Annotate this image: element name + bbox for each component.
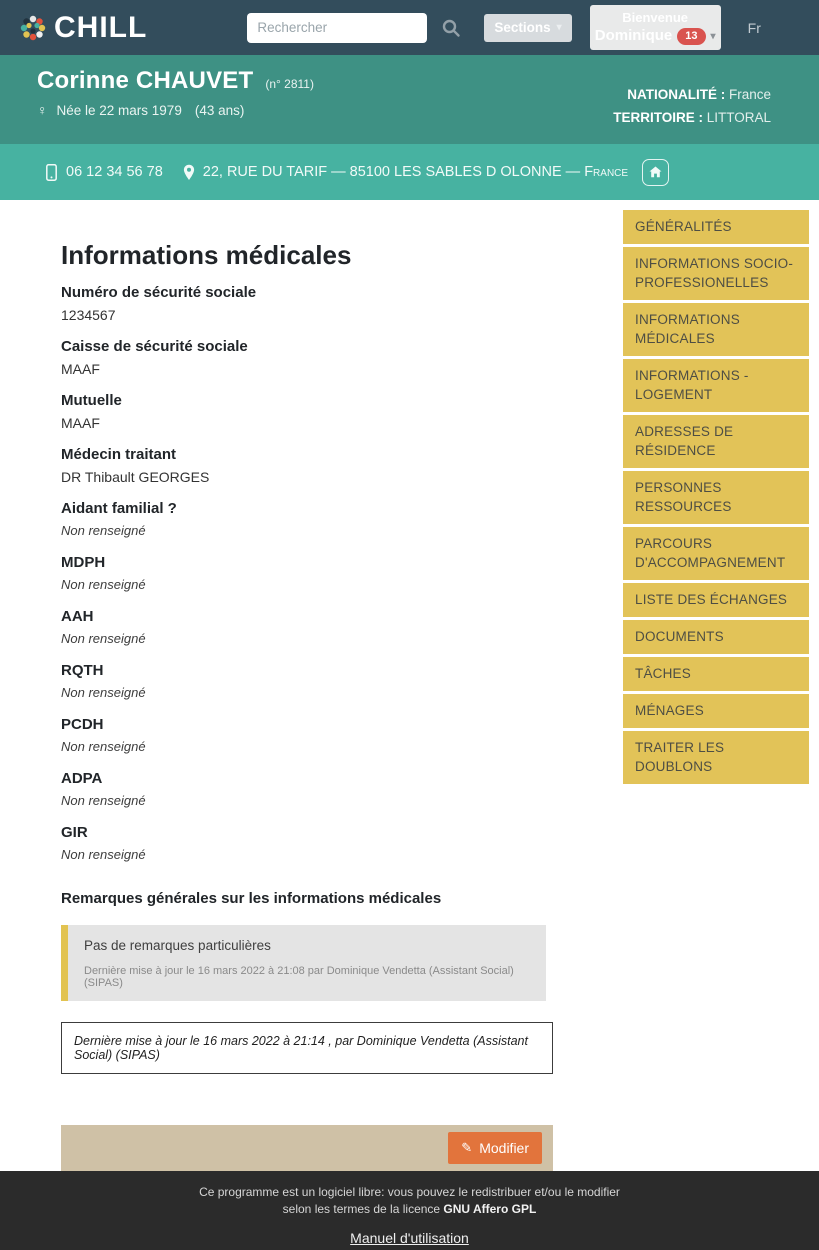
sidebar-item-informations-socio-professionelles[interactable]: INFORMATIONS SOCIO-PROFESSIONELLES bbox=[623, 247, 809, 300]
field-group bbox=[61, 715, 553, 757]
modify-label: Modifier bbox=[479, 1140, 529, 1156]
field-value: MAAF bbox=[61, 415, 100, 431]
sections-label: Sections bbox=[494, 20, 551, 35]
field-label: Aidant familial ? bbox=[61, 500, 177, 517]
pencil-icon: ✎ bbox=[461, 1140, 473, 1155]
territory-label: TERRITOIRE : bbox=[613, 110, 703, 125]
field-label: ADPA bbox=[61, 770, 103, 787]
brand-name: CHILL bbox=[54, 10, 148, 44]
person-name: Corinne CHAUVET bbox=[37, 67, 254, 94]
field-value: Non renseigné bbox=[61, 523, 146, 538]
remarks-heading: Remarques générales sur les informations médicales bbox=[61, 890, 442, 907]
sidebar-item-liste-des-changes[interactable]: LISTE DES ÉCHANGES bbox=[623, 583, 809, 617]
person-meta bbox=[613, 83, 771, 144]
field-value: Non renseigné bbox=[61, 631, 146, 646]
person-sidebar-menu bbox=[623, 210, 809, 787]
search-input[interactable] bbox=[247, 13, 427, 43]
field-value: 1234567 bbox=[61, 307, 116, 323]
sidebar-item-informations-m-dicales[interactable]: INFORMATIONS MÉDICALES bbox=[623, 303, 809, 356]
sidebar-item-documents[interactable]: DOCUMENTS bbox=[623, 620, 809, 654]
household-button[interactable] bbox=[642, 159, 669, 186]
sidebar-item-g-n-ralit-s[interactable]: GÉNÉRALITÉS bbox=[623, 210, 809, 244]
field-label: MDPH bbox=[61, 554, 106, 571]
remark-card bbox=[61, 925, 546, 1001]
female-icon: ♀ bbox=[37, 102, 48, 118]
field-value: Non renseigné bbox=[61, 577, 146, 592]
page-title: Informations médicales bbox=[61, 240, 352, 270]
field-value: DR Thibault GEORGES bbox=[61, 469, 210, 485]
notification-badge: 13 bbox=[677, 28, 705, 45]
field-group bbox=[61, 661, 553, 703]
field-group bbox=[61, 499, 553, 541]
chill-logo[interactable] bbox=[16, 11, 147, 45]
sidebar-item-traiter-les-doublons[interactable]: TRAITER LES DOUBLONS bbox=[623, 731, 809, 784]
field-label: AAH bbox=[61, 608, 94, 625]
territory-value: LITTORAL bbox=[702, 110, 771, 125]
sidebar-item-t-ches[interactable]: TÂCHES bbox=[623, 657, 809, 691]
license-name: GNU Affero GPL bbox=[443, 1202, 537, 1216]
field-label: Caisse de sécurité sociale bbox=[61, 338, 248, 355]
sidebar-item-m-nages[interactable]: MÉNAGES bbox=[623, 694, 809, 728]
action-bar bbox=[61, 1125, 553, 1171]
contact-bar bbox=[0, 144, 819, 200]
field-group bbox=[61, 337, 553, 379]
sidebar-item-adresses-de-r-sidence[interactable]: ADRESSES DE RÉSIDENCE bbox=[623, 415, 809, 468]
chill-flower-icon bbox=[16, 11, 50, 45]
field-label: GIR bbox=[61, 824, 88, 841]
nationality-value: France bbox=[725, 87, 771, 102]
remark-text: Pas de remarques particulières bbox=[84, 938, 271, 953]
user-greeting: Bienvenue bbox=[622, 9, 689, 25]
field-group bbox=[61, 445, 553, 487]
fields-list bbox=[61, 283, 553, 865]
user-name: Dominique bbox=[594, 27, 673, 45]
field-value: MAAF bbox=[61, 361, 100, 377]
person-identity bbox=[37, 67, 314, 144]
person-id: (n° 2811) bbox=[265, 77, 314, 91]
search-icon[interactable] bbox=[440, 17, 462, 39]
field-group bbox=[61, 283, 553, 325]
sidebar-item-informations-logement[interactable]: INFORMATIONS - LOGEMENT bbox=[623, 359, 809, 412]
field-label: Mutuelle bbox=[61, 392, 122, 409]
user-menu-button[interactable] bbox=[590, 5, 721, 51]
nationality-label: NATIONALITÉ : bbox=[627, 87, 726, 102]
last-update-box: Dernière mise à jour le 16 mars 2022 à 21:14 , par Dominique Vendetta (Assistant Social) (SIPAS) bbox=[61, 1022, 553, 1074]
medical-info-panel bbox=[61, 240, 553, 1171]
license-text: selon les termes de la licence bbox=[282, 1202, 444, 1216]
top-navbar bbox=[0, 0, 819, 55]
field-group bbox=[61, 391, 553, 433]
person-header bbox=[0, 55, 819, 144]
field-value: Non renseigné bbox=[61, 847, 146, 862]
remark-updated-timestamp: Dernière mise à jour le 16 mars 2022 à 21:08 par Dominique Vendetta (Assistant Social) (SIPAS) bbox=[84, 965, 514, 989]
birth-date: Née le 22 mars 1979 bbox=[56, 102, 182, 118]
field-group bbox=[61, 769, 553, 811]
field-label: Médecin traitant bbox=[61, 446, 177, 463]
field-value: Non renseigné bbox=[61, 739, 146, 754]
field-group bbox=[61, 823, 553, 865]
license-line-2 bbox=[0, 1201, 819, 1218]
footer bbox=[0, 1171, 819, 1250]
address-street: 22, RUE DU TARIF — 85100 LES SABLES D OLONNE — bbox=[202, 164, 585, 180]
phone-number: 06 12 34 56 78 bbox=[66, 164, 163, 180]
sections-menu-button[interactable] bbox=[484, 14, 571, 42]
modify-button[interactable] bbox=[448, 1132, 542, 1164]
search-area bbox=[247, 13, 462, 43]
field-group bbox=[61, 607, 553, 649]
field-value: Non renseigné bbox=[61, 793, 146, 808]
chevron-down-icon: ▾ bbox=[556, 22, 562, 33]
house-icon bbox=[649, 166, 662, 178]
field-label: RQTH bbox=[61, 662, 104, 679]
field-value: Non renseigné bbox=[61, 685, 146, 700]
content-area bbox=[0, 200, 819, 1171]
location-pin-icon bbox=[183, 164, 195, 181]
address-country: France bbox=[584, 164, 629, 180]
chevron-down-icon: ▾ bbox=[710, 30, 716, 42]
field-group bbox=[61, 553, 553, 595]
manual-link[interactable]: Manuel d'utilisation bbox=[350, 1230, 469, 1246]
field-label: Numéro de sécurité sociale bbox=[61, 284, 257, 301]
field-label: PCDH bbox=[61, 716, 104, 733]
license-line-1: Ce programme est un logiciel libre: vous pouvez le redistribuer et/ou le modifier bbox=[199, 1185, 620, 1199]
sidebar-item-personnes-ressources[interactable]: PERSONNES RESSOURCES bbox=[623, 471, 809, 524]
mobile-phone-icon bbox=[46, 164, 57, 181]
address-text bbox=[203, 164, 628, 180]
sidebar-item-parcours-d-accompagnement[interactable]: PARCOURS D'ACCOMPAGNEMENT bbox=[623, 527, 809, 580]
person-age: (43 ans) bbox=[194, 102, 245, 118]
language-switcher[interactable]: Fr bbox=[747, 19, 761, 36]
